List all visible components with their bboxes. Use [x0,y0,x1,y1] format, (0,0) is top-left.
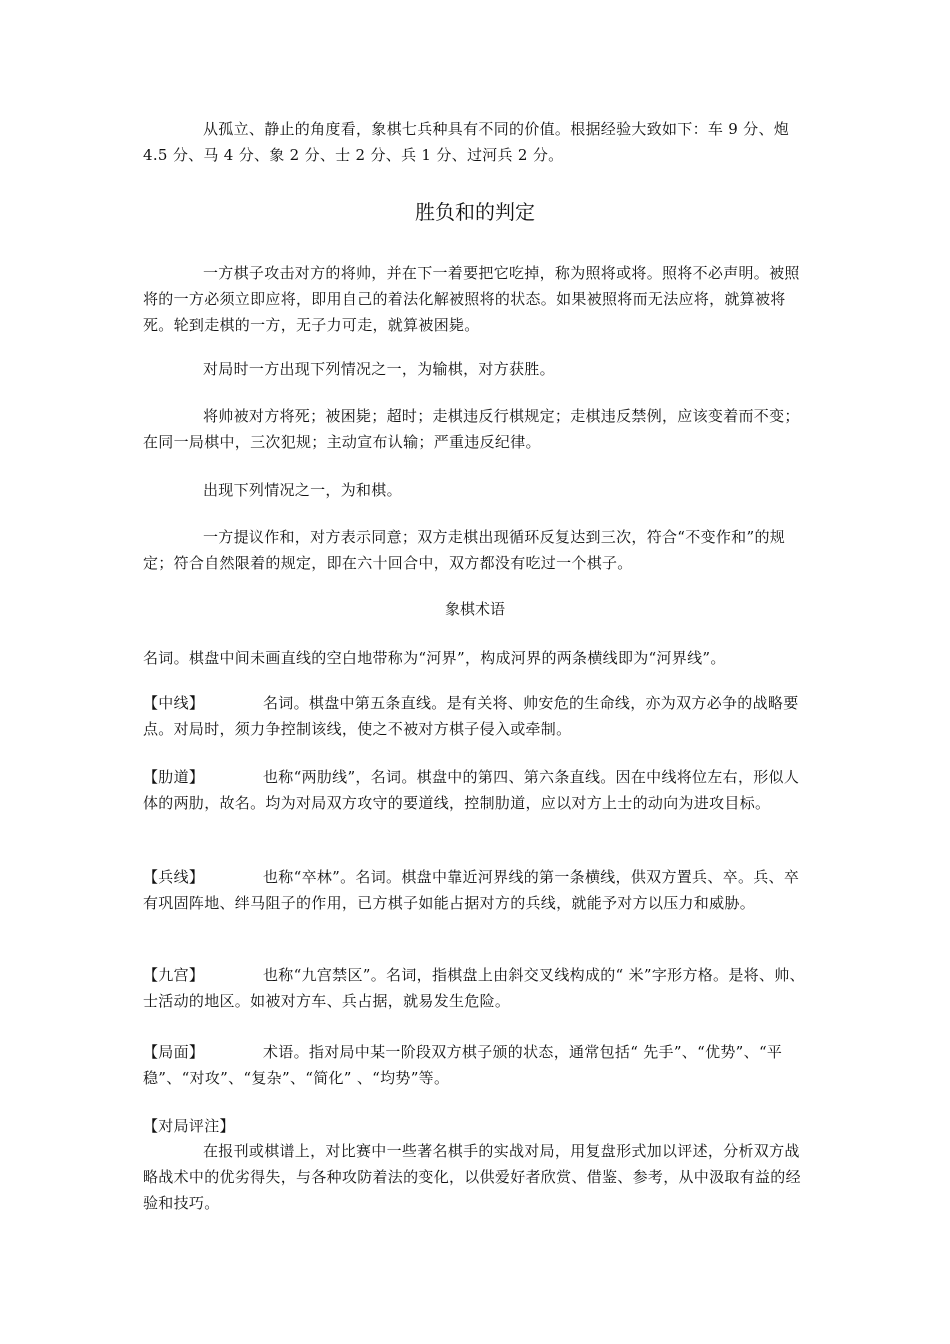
paragraph-river: 名词。棋盘中间未画直线的空白地带称为“河界”，构成河界的两条横线即为“河界线”。 [143,649,726,667]
paragraph-lose-intro: 对局时一方出现下列情况之一，为输棋，对方获胜。 [203,360,555,378]
term-text: 名词。棋盘中第五条直线。是有关将、帅安危的生命线，亦为双方必争的战略要点。对局时，须力争控制该线，使之不被对方棋子侵入或牵制。 [143,694,799,738]
term-entry [143,690,808,742]
term-text: 也称“两肋线”，名词。棋盘中的第四、第六条直线。因在中线将位左右，形似人体的两肋，故名。均为对局双方攻守的要道线，控制肋道，应以对方上士的动向为进攻目标。 [143,768,800,812]
annotation-heading: 【对局评注】 [143,1117,235,1135]
term-heading: 【兵线】 [143,868,205,886]
section-title: 胜负和的判定 [415,200,535,224]
term-entry [143,864,808,916]
annotation-paragraph: 在报刊或棋谱上，对比赛中一些著名棋手的实战对局，用复盘形式加以评述，分析双方战略战术中的优劣得失，与各种攻防着法的变化，以供爱好者欣赏、借鉴、参考，从中汲取有益的经验和技巧。 [143,1142,801,1212]
terms-title: 象棋术语 [444,600,505,618]
paragraph-lose-conditions: 将帅被对方将死；被困毙；超时；走棋违反行棋规定；走棋违反禁例，应该变着而不变；在同一局棋中，三次犯规；主动宣布认输；严重违反纪律。 [143,407,800,451]
term-text: 也称“卒林”。名词。棋盘中靠近河界线的第一条横线，供双方置兵、卒。兵、卒有巩固阵地、绊马阻子的作用，已方棋子如能占据对方的兵线，就能予对方以压力和威胁。 [143,868,800,912]
term-text: 也称“九宫禁区”。名词，指棋盘上由斜交叉线构成的“ 米”字形方格。是将、帅、士活动的地区。如被对方车、兵占据，就易发生危险。 [143,966,805,1010]
term-text: 术语。指对局中某一阶段双方棋子颁的状态，通常包括“ 先手”、“优势”、“平稳”、“对攻”、“复杂”、“简化” 、“均势”等。 [143,1043,783,1087]
term-entry [143,1039,808,1091]
term-heading: 【中线】 [143,694,205,712]
term-entry [143,764,808,816]
term-heading: 【局面】 [143,1043,205,1061]
term-entry [143,962,808,1014]
paragraph-draw-conditions: 一方提议作和，对方表示同意；双方走棋出现循环反复达到三次，符合“不变作和”的规定；符合自然限着的规定，即在六十回合中，双方都没有吃过一个棋子。 [143,528,786,572]
term-heading: 【九宫】 [143,966,205,984]
intro-paragraph: 从孤立、静止的角度看，象棋七兵种具有不同的价值。根据经验大致如下：车 9 分、炮 4.5 分、马 4 分、象 2 分、士 2 分、兵 1 分、过河兵 2 分。 [143,120,790,164]
paragraph-check: 一方棋子攻击对方的将帅，并在下一着要把它吃掉，称为照将或将。照将不必声明。被照将的一方必须立即应将，即用自己的着法化解被照将的状态。如果被照将而无法应将，就算被将死。轮到走棋的一方，无子力可走，就算被困毙。 [143,264,800,334]
term-heading: 【肋道】 [143,768,205,786]
paragraph-draw-intro: 出现下列情况之一，为和棋。 [203,481,402,499]
